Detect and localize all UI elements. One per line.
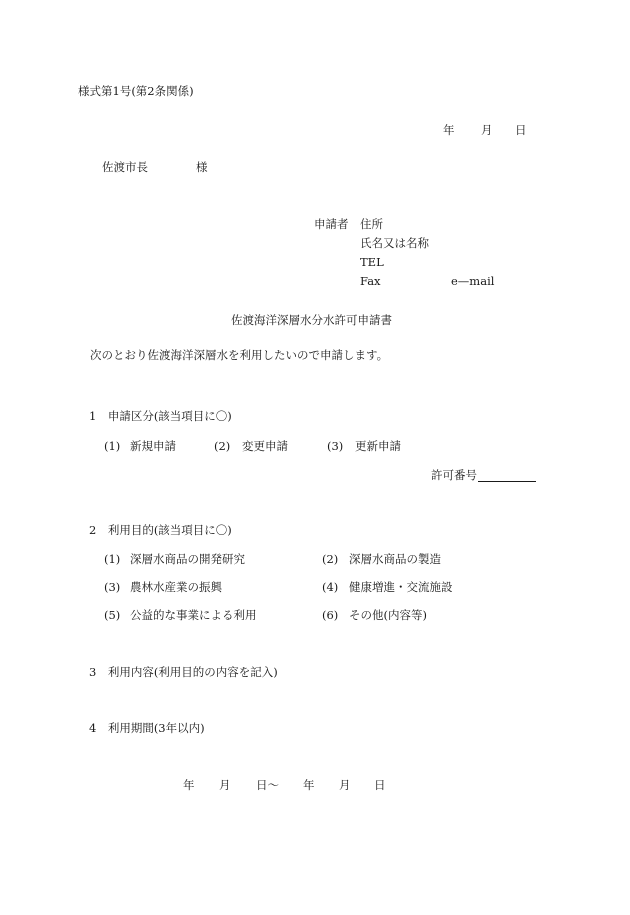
section1-option-1-num: (1) <box>104 439 121 453</box>
period-to-year: 年 <box>303 778 315 792</box>
section2-option-2-num: (2) <box>322 552 339 566</box>
section2-option-1-label: 深層水商品の開発研究 <box>130 552 245 566</box>
section2-option-6-num: (6) <box>322 608 339 622</box>
applicant-fax-label: Fax <box>360 274 381 288</box>
document-title: 佐渡海洋深層水分水許可申請書 <box>231 313 392 327</box>
date-day-label: 日 <box>515 123 527 137</box>
applicant-email-label: e—mail <box>451 274 495 288</box>
section1-option-3-num: (3) <box>327 439 344 453</box>
date-month-label: 月 <box>481 123 493 137</box>
section1-option-2-label: 変更申請 <box>242 439 288 453</box>
period-from-month: 月 <box>219 778 231 792</box>
addressee-honorific: 様 <box>196 160 208 174</box>
section2-heading: 2 利用目的(該当項目に〇) <box>89 523 232 537</box>
period-from-day: 日〜 <box>256 778 279 792</box>
section2-option-5-label: 公益的な事業による利用 <box>130 608 257 622</box>
form-number: 様式第1号(第2条関係) <box>78 84 194 98</box>
period-to-month: 月 <box>339 778 351 792</box>
applicant-label: 申請者 <box>314 217 349 231</box>
addressee-name: 佐渡市長 <box>102 160 148 174</box>
applicant-name-label: 氏名又は名称 <box>360 236 429 250</box>
permit-number-field <box>431 468 536 482</box>
section2-option-6-label: その他(内容等) <box>349 608 427 622</box>
section1-heading: 1 申請区分(該当項目に〇) <box>89 409 232 423</box>
section1-option-2-num: (2) <box>214 439 231 453</box>
section3-heading: 3 利用内容(利用目的の内容を記入) <box>89 665 278 679</box>
section2-option-3-label: 農林水産業の振興 <box>130 580 222 594</box>
period-from-year: 年 <box>183 778 195 792</box>
section2-option-4-label: 健康増進・交流施設 <box>349 580 453 594</box>
section2-option-3-num: (3) <box>104 580 121 594</box>
applicant-address-label: 住所 <box>360 217 383 231</box>
permit-number-blank <box>478 469 536 482</box>
section2-option-2-label: 深層水商品の製造 <box>349 552 441 566</box>
permit-number-label: 許可番号 <box>431 468 477 482</box>
section4-heading: 4 利用期間(3年以内) <box>89 721 205 735</box>
date-year-label: 年 <box>443 123 455 137</box>
section1-option-3-label: 更新申請 <box>355 439 401 453</box>
intro-text: 次のとおり佐渡海洋深層水を利用したいので申請します。 <box>90 348 389 362</box>
section1-option-1-label: 新規申請 <box>130 439 176 453</box>
section2-option-5-num: (5) <box>104 608 121 622</box>
section2-option-1-num: (1) <box>104 552 121 566</box>
section2-option-4-num: (4) <box>322 580 339 594</box>
applicant-tel-label: TEL <box>360 255 384 269</box>
period-to-day: 日 <box>374 778 386 792</box>
